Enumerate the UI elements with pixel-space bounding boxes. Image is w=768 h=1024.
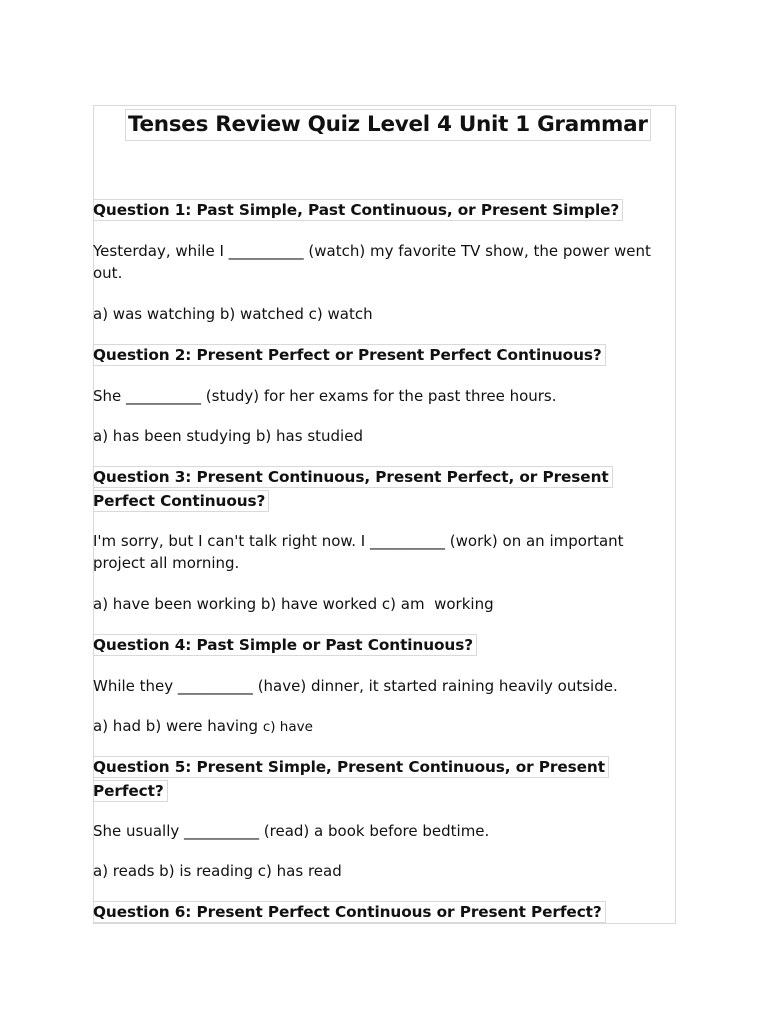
- question-4-answers: [93, 715, 673, 738]
- question-5-heading: [93, 755, 673, 803]
- question-1-sentence: Yesterday, while I __________ (watch) my favorite TV show, the power went out.: [93, 242, 651, 282]
- document-title: Tenses Review Quiz Level 4 Unit 1 Grammar: [125, 109, 651, 141]
- question-4-heading: [93, 633, 673, 657]
- question-6-heading-text: Question 6: Present Perfect Continuous or Present Perfect?: [93, 901, 606, 923]
- question-3-heading: [93, 465, 673, 513]
- question-3-heading-line2: Perfect Continuous?: [93, 490, 269, 512]
- question-2-heading: [93, 343, 673, 367]
- question-3-heading-line1: Question 3: Present Continuous, Present Perfect, or Present: [93, 466, 613, 488]
- question-4-answers-main: a) had b) were having: [93, 717, 263, 735]
- question-5-answers: a) reads b) is reading c) has read: [93, 862, 342, 880]
- question-2-sentence: She __________ (study) for her exams for the past three hours.: [93, 387, 557, 405]
- question-1-answers: a) was watching b) watched c) watch: [93, 305, 373, 323]
- question-2-answers: a) has been studying b) has studied: [93, 427, 363, 445]
- question-1-heading-text: Question 1: Past Simple, Past Continuous, or Present Simple?: [93, 199, 623, 221]
- question-2-heading-text: Question 2: Present Perfect or Present Perfect Continuous?: [93, 344, 606, 366]
- question-4-answers-small: c) have: [262, 719, 313, 735]
- question-5-heading-line2: Perfect?: [93, 780, 168, 802]
- question-3-answers: a) have been working b) have worked c) am working: [93, 595, 494, 613]
- question-5-heading-line1: Question 5: Present Simple, Present Continuous, or Present: [93, 756, 609, 778]
- question-4-sentence: While they __________ (have) dinner, it started raining heavily outside.: [93, 677, 618, 695]
- question-3-sentence: I'm sorry, but I can't talk right now. I __________ (work) on an important project all morning.: [93, 532, 624, 572]
- question-4-heading-text: Question 4: Past Simple or Past Continuous?: [93, 634, 477, 656]
- question-5-sentence: She usually __________ (read) a book before bedtime.: [93, 822, 490, 840]
- question-6-heading: [93, 900, 673, 924]
- question-1-heading: [93, 198, 673, 222]
